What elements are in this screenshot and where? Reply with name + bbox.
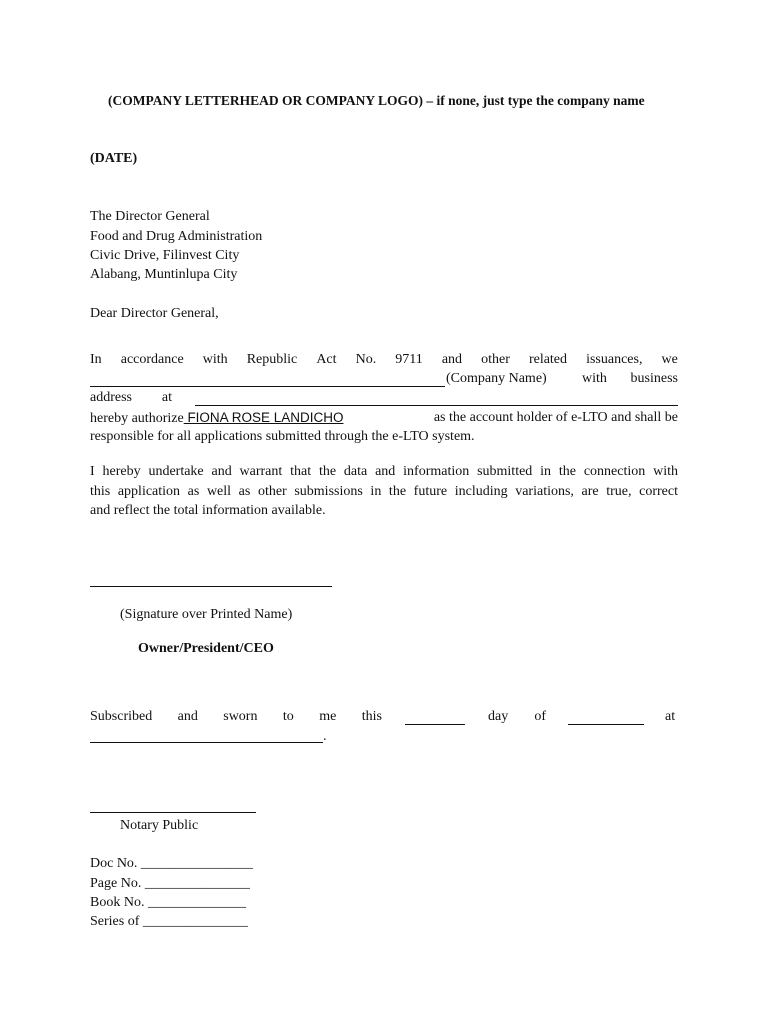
word: we <box>661 352 678 367</box>
para2-line-2: this application as well as other submissions in the future including variations, are true, correct <box>90 484 678 499</box>
address-at-text <box>90 390 172 406</box>
month-blank[interactable] <box>568 724 644 725</box>
at-text: at <box>665 709 676 724</box>
day-blank[interactable] <box>405 724 465 725</box>
word: at <box>161 390 172 405</box>
word: and <box>441 352 463 367</box>
word: other <box>481 352 510 367</box>
word: Act <box>316 352 337 367</box>
notary-label: Notary Public <box>120 818 199 833</box>
para1-line-4 <box>90 410 678 427</box>
company-name-label: (Company Name) <box>446 371 547 386</box>
period: . <box>323 729 327 744</box>
series-of-field[interactable]: Series of _______________ <box>90 914 248 929</box>
doc-no-field[interactable]: Doc No. ________________ <box>90 856 253 871</box>
letterhead-placeholder: (COMPANY LETTERHEAD OR COMPANY LOGO) – if none, just type the company name <box>108 93 645 108</box>
book-no-field[interactable]: Book No. ______________ <box>90 895 246 910</box>
place-blank[interactable] <box>90 742 323 743</box>
word: issuances, <box>586 352 643 367</box>
salutation: Dear Director General, <box>90 306 219 321</box>
date-placeholder: (DATE) <box>90 151 138 166</box>
word: with <box>582 371 607 386</box>
para1-line-5: responsible for all applications submitted through the e-LTO system. <box>90 429 475 444</box>
authorize-suffix: as the account holder of e-LTO and shall be <box>433 410 678 425</box>
word: Republic <box>246 352 298 367</box>
address-line-2: Food and Drug Administration <box>90 229 263 244</box>
address-line-1: The Director General <box>90 209 210 224</box>
business-address-blank[interactable] <box>195 405 678 406</box>
word: In <box>90 352 102 367</box>
address-line-4: Alabang, Muntinlupa City <box>90 267 238 282</box>
word: to <box>282 709 294 724</box>
word: day <box>488 709 509 724</box>
word: of <box>534 709 546 724</box>
subscribed-text <box>90 709 382 725</box>
word: Subscribed <box>90 709 153 724</box>
address-line-3: Civic Drive, Filinvest City <box>90 248 240 263</box>
word: accordance <box>120 352 184 367</box>
word: 9711 <box>395 352 423 367</box>
word: address <box>90 390 132 405</box>
signature-line[interactable] <box>90 586 332 587</box>
word: sworn <box>223 709 258 724</box>
authorized-name: FIONA ROSE LANDICHO <box>183 410 344 425</box>
word: me <box>319 709 337 724</box>
notary-signature-line[interactable] <box>90 812 256 813</box>
para2-line-1: I hereby undertake and warrant that the data and information submitted in the connection with <box>90 464 678 479</box>
company-name-blank[interactable] <box>90 386 445 387</box>
page-no-field[interactable]: Page No. _______________ <box>90 876 250 891</box>
word: with <box>202 352 228 367</box>
day-of-text <box>488 709 546 725</box>
signature-label: (Signature over Printed Name) <box>120 607 293 622</box>
word: No. <box>355 352 377 367</box>
word: this <box>361 709 382 724</box>
with-business-text <box>582 371 678 387</box>
word: and <box>177 709 198 724</box>
authorize-prefix: hereby authorize <box>90 411 184 426</box>
para2-line-3: and reflect the total information available. <box>90 503 326 518</box>
word: business <box>630 371 678 386</box>
word: related <box>528 352 568 367</box>
para1-line-1 <box>90 352 678 368</box>
signature-title: Owner/President/CEO <box>138 641 274 656</box>
